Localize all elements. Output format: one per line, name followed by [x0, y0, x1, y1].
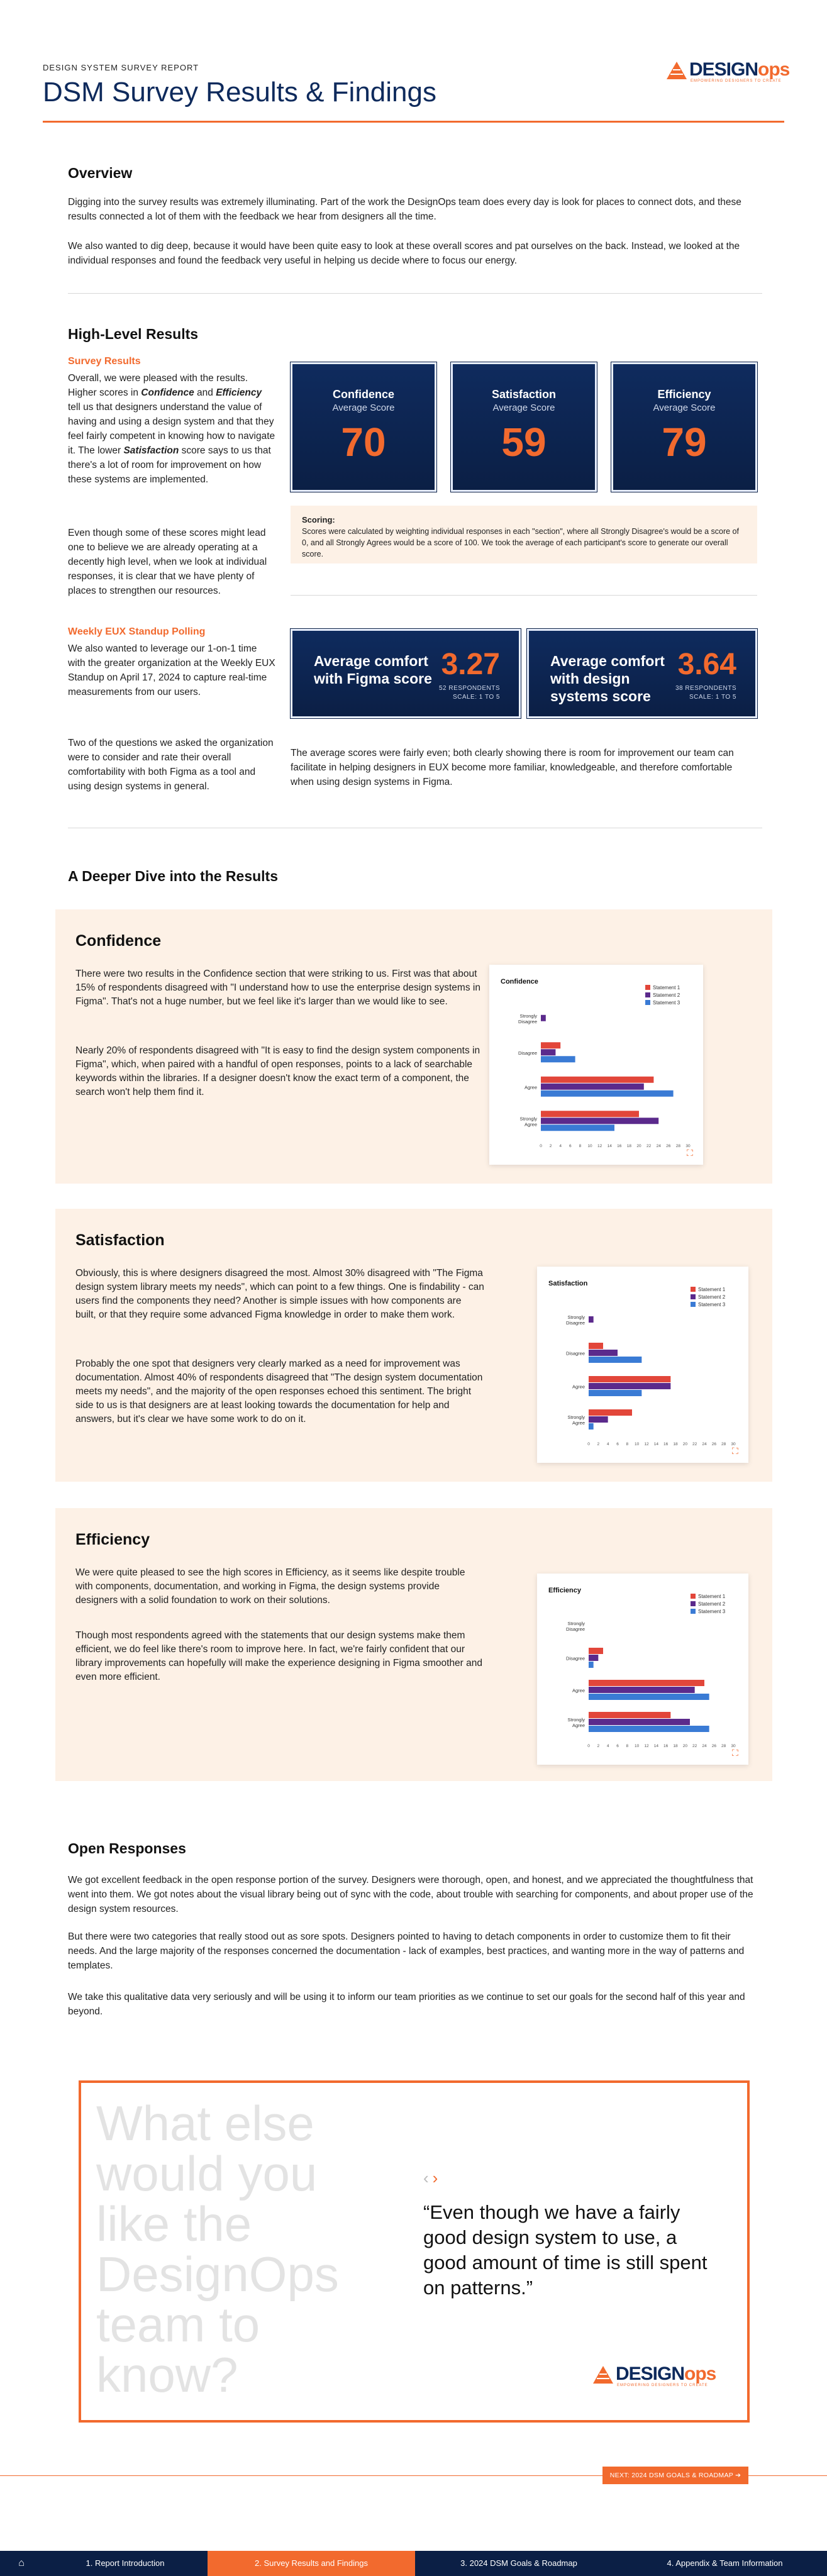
chart-bar [589, 1357, 641, 1363]
chart-bar [541, 1111, 639, 1117]
expand-icon[interactable]: ⛶ [687, 1148, 693, 1158]
legend-label: Statement 1 [698, 1287, 726, 1292]
satisfaction-paragraph-1: Obviously, this is where designers disagreed the most. Almost 30% disagreed with "The Figma design system library meets my needs", which can point to a few things. One is findability - can users find the components they need? Another is simple issues with how components are built, or that they require some advanced Figma knowledge in order to make them work. [75, 1268, 484, 1320]
tick-label: 14 [607, 1144, 612, 1148]
report-eyebrow: DESIGN SYSTEM SURVEY REPORT [43, 63, 199, 72]
legend-swatch [691, 1294, 696, 1299]
tick-label: 18 [673, 1442, 678, 1446]
designops-logo [667, 59, 790, 83]
tick-label: 6 [569, 1144, 572, 1148]
chart-bar [541, 1077, 653, 1083]
category-label: Agree [572, 1420, 585, 1426]
efficiency-paragraph-2: Though most respondents agreed with the statements that our design systems make them efficient, we do feel like there's room to improve here. In fact, we're fairly confident that our library improvements can hopefully will make the experience designing in Figma smoother and even more efficient. [75, 1630, 483, 1682]
confidence-panel-title: Confidence [75, 932, 162, 950]
legend-label: Statement 3 [698, 1302, 726, 1307]
comfort-value: 3.27 [441, 648, 500, 681]
legend-label: Statement 3 [653, 1000, 680, 1006]
legend-swatch [691, 1601, 696, 1606]
legend-label: Statement 1 [653, 985, 680, 991]
chart-bar [589, 1350, 618, 1356]
legend-swatch [691, 1594, 696, 1599]
satisfaction-chart-card [537, 1267, 748, 1463]
chart-bar [589, 1423, 594, 1430]
tick-label: 30 [731, 1744, 736, 1748]
scoring-note-text: Scores were calculated by weighting individual responses in each "section", where all Strongly Disagree's would be a score of 0, and all Strongly Agrees would be a score of 100. We took the average of each participant's score to generate our overall score. [302, 527, 739, 558]
tick-label: 10 [587, 1144, 592, 1148]
eux-polling-paragraph-2: Two of the questions we asked the organization were to consider and rate their overall comfortability with both Figma as a tool and using design systems in general. [68, 738, 274, 792]
legend-swatch [691, 1302, 696, 1307]
header-divider [43, 121, 784, 123]
legend-swatch [645, 985, 650, 990]
tick-label: 30 [731, 1442, 736, 1446]
legend-swatch [645, 992, 650, 997]
efficiency-score-card [611, 362, 757, 492]
chart-bar [589, 1343, 603, 1349]
tick-label: 2 [549, 1144, 552, 1148]
logo-tagline: EMPOWERING DESIGNERS TO CREATE [617, 2384, 708, 2387]
tick-label: 22 [692, 1442, 697, 1446]
feedback-quote-carousel [79, 2080, 750, 2423]
eux-polling-subheading: Weekly EUX Standup Polling [68, 626, 206, 637]
open-responses-paragraph-3: We take this qualitative data very seriously and will be using it to inform our team priorities as we continue to set our goals for the second half of this year and beyond. [68, 1992, 745, 2017]
efficiency-panel [55, 1508, 772, 1781]
chart-bar [589, 1687, 695, 1693]
tick-label: 14 [653, 1442, 658, 1446]
score-card-sublabel: Average Score [653, 402, 716, 413]
tick-label: 20 [682, 1744, 687, 1748]
chart-bar [589, 1694, 709, 1700]
category-label: Strongly [567, 1414, 585, 1420]
chart-title: Satisfaction [548, 1280, 588, 1287]
tick-label: 28 [721, 1442, 726, 1446]
category-label: Strongly [567, 1314, 585, 1320]
open-responses-heading: Open Responses [68, 1840, 186, 1857]
confidence-paragraph-1: There were two results in the Confidence section that were striking to us. First was that about 15% of respondents disagreed with "I understand how to use the enterprise design systems in Figma". That's not a huge number, but we feel like it's larger than we would like to see. [75, 969, 480, 1007]
legend-label: Statement 2 [698, 1601, 726, 1607]
tick-label: 6 [616, 1442, 619, 1446]
tick-label: 18 [673, 1744, 678, 1748]
quote-text: “Even though we have a fairly good design system to use, a good amount of time is still spent on patterns.” [423, 2201, 708, 2299]
eux-polling-paragraph-1: We also wanted to leverage our 1-on-1 time with the greater organization at the Weekly EUX Standup on April 17, 2024 to capture real-time measurements from our users. [68, 643, 275, 697]
tick-label: 26 [711, 1442, 716, 1446]
category-label: Disagree [565, 1655, 585, 1662]
tick-label: 0 [540, 1144, 542, 1148]
satisfaction-bar-chart [537, 1267, 748, 1463]
legend-swatch [691, 1287, 696, 1292]
expand-icon[interactable]: ⛶ [732, 1748, 738, 1758]
open-responses-paragraph-1: We got excellent feedback in the open response portion of the survey. Designers were thorough, open, and honest, and we appreciated the thoughtfulness that went into them. We got notes about the visual library being out of sync with the code, about trouble with searching for components, and about proper use of the design system resources. [68, 1875, 753, 1914]
category-label: Strongly [519, 1116, 537, 1122]
expand-icon[interactable]: ⛶ [732, 1446, 738, 1456]
tick-label: 12 [644, 1744, 649, 1748]
comfort-value: 3.64 [677, 648, 736, 681]
score-card-value: 59 [501, 419, 547, 465]
chart-bar [589, 1648, 603, 1654]
home-icon[interactable]: ⌂ [18, 2558, 25, 2568]
legend-label: Statement 3 [698, 1609, 726, 1614]
chart-bar [589, 1409, 632, 1416]
score-card-label: Efficiency [657, 388, 711, 401]
legend-label: Statement 2 [653, 992, 680, 998]
satisfaction-paragraph-2: Probably the one spot that designers very clearly marked as a need for improvement was documentation. Almost 40% of respondents disagreed that "The design system documentation meets my needs", and the majority of the open responses echoed this sentiment. The bright side to us is that designers are at least looking towards the documentation for help and answers, but it's clear we have some work to do on it. [75, 1358, 483, 1424]
chart-bar [589, 1390, 641, 1396]
score-card-value: 70 [341, 419, 386, 465]
chart-bar [541, 1015, 546, 1021]
category-label: Disagree [518, 1018, 537, 1024]
tick-label: 24 [702, 1744, 707, 1748]
chart-bar [589, 1662, 594, 1668]
tick-label: 4 [606, 1442, 609, 1446]
legend-swatch [645, 1000, 650, 1005]
category-label: Disagree [565, 1626, 585, 1632]
nav-item-goals-roadmap[interactable]: 3. 2024 DSM Goals & Roadmap [460, 2558, 577, 2568]
quote-nav [423, 2168, 438, 2188]
tick-label: 2 [597, 1442, 600, 1446]
tick-label: 22 [692, 1744, 697, 1748]
page-header [0, 0, 827, 123]
tick-label: 18 [626, 1144, 632, 1148]
category-label: Strongly [519, 1013, 537, 1019]
quote-prompt: What else would you like the DesignOps team to know? [96, 2096, 339, 2402]
confidence-paragraph-2: Nearly 20% of respondents disagreed with "It is easy to find the design system components in Figma", which, when paired with a handful of open responses, points to a lack of searchable keywords within the libraries. If a designer doesn't know the exact term of a component, the search won't help them find it. [75, 1045, 480, 1097]
section-divider [68, 293, 762, 294]
tick-label: 16 [663, 1442, 669, 1446]
chart-title: Confidence [501, 978, 538, 985]
footer-nav [0, 2551, 827, 2576]
tick-label: 8 [626, 1442, 629, 1446]
satisfaction-panel-title: Satisfaction [75, 1231, 165, 1249]
confidence-panel [55, 909, 772, 1184]
designops-logo-mark-icon [667, 62, 687, 79]
comfort-scale: SCALE: 1 TO 5 [452, 694, 500, 701]
tick-label: 4 [606, 1744, 609, 1748]
chart-bar [541, 1042, 560, 1048]
chart-bar [541, 1091, 674, 1097]
scoring-note-title: Scoring: [302, 515, 335, 525]
comfort-label: Average comfort with design systems score [550, 653, 665, 704]
high-level-heading: High-Level Results [68, 326, 199, 342]
tick-label: 30 [685, 1144, 691, 1148]
chart-bar [589, 1655, 598, 1661]
legend-label: Statement 1 [698, 1594, 726, 1599]
efficiency-bar-chart [537, 1574, 748, 1765]
tick-label: 12 [644, 1442, 649, 1446]
comfort-respondents: 38 RESPONDENTS [675, 685, 736, 692]
page-title: DSM Survey Results & Findings [43, 77, 436, 108]
chart-bar [589, 1376, 670, 1382]
open-responses-paragraph-2: But there were two categories that really stood out as sore spots. Designers pointed to having to detach components in order to customize them to fit their needs. And the large majority of the responses concerned the documentation - lack of examples, best practices, and wanting more in the way of patterns and templates. [68, 1931, 745, 1971]
comfort-label: Average comfort with Figma score [314, 653, 432, 687]
category-label: Strongly [567, 1717, 585, 1723]
nav-item-appendix[interactable]: 4. Appendix & Team Information [667, 2558, 783, 2568]
chart-bar [541, 1124, 614, 1131]
category-label: Agree [572, 1723, 585, 1728]
tick-label: 16 [663, 1744, 669, 1748]
logo-tagline: EMPOWERING DESIGNERS TO CREATE [691, 79, 782, 83]
category-label: Disagree [565, 1320, 585, 1326]
score-card-label: Confidence [332, 388, 394, 401]
quote-next-button[interactable]: › [432, 2168, 438, 2187]
next-section-button[interactable]: NEXT: 2024 DSM GOALS & ROADMAP ➔ [602, 2467, 748, 2484]
score-card-sublabel: Average Score [492, 402, 555, 413]
score-card-sublabel: Average Score [332, 402, 395, 413]
confidence-bar-chart [489, 965, 703, 1165]
survey-results-paragraph-1: Overall, we were pleased with the results. Higher scores in Confidence and Efficiency tell us that designers understand the value of having and using a design system and that they feel fairly competent in knowing how to navigate it. The lower Satisfaction score says to us that there's a lot of room for improvement on how these systems are implemented. [68, 373, 275, 485]
scoring-note [291, 506, 757, 564]
tick-label: 24 [702, 1442, 707, 1446]
survey-results-subheading: Survey Results [68, 356, 141, 367]
tick-label: 26 [666, 1144, 671, 1148]
survey-results-paragraph-2: Even though some of these scores might lead one to believe we are already operating at a decently high level, when we look at individual responses, it is clear that we have plenty of places to strengthen our resources. [68, 528, 267, 596]
tick-label: 22 [646, 1144, 652, 1148]
logo-wordmark: DESIGNops [616, 2363, 716, 2384]
tick-label: 20 [636, 1144, 641, 1148]
category-label: Disagree [565, 1350, 585, 1357]
chart-bar [589, 1719, 690, 1725]
chart-bar [541, 1084, 644, 1090]
category-label: Agree [524, 1121, 537, 1128]
tick-label: 10 [635, 1744, 640, 1748]
category-label: Disagree [518, 1050, 537, 1056]
chart-bar [589, 1383, 670, 1389]
chart-bar [589, 1726, 709, 1732]
nav-item-survey-results[interactable]: 2. Survey Results and Findings [208, 2551, 415, 2576]
nav-item-report-introduction[interactable]: 1. Report Introduction [86, 2558, 165, 2568]
confidence-chart-card [489, 965, 703, 1165]
tick-label: 28 [721, 1744, 726, 1748]
comfort-respondents: 52 RESPONDENTS [438, 685, 500, 692]
chart-bar [589, 1316, 594, 1323]
tick-label: 24 [656, 1144, 661, 1148]
overview-heading: Overview [68, 165, 133, 181]
confidence-score-card [291, 362, 436, 492]
chart-bar [589, 1416, 608, 1423]
score-card-label: Satisfaction [491, 388, 557, 401]
category-label: Agree [572, 1687, 585, 1694]
tick-label: 16 [617, 1144, 622, 1148]
designops-logo [593, 2363, 719, 2389]
tick-label: 20 [682, 1442, 687, 1446]
deeper-dive-heading: A Deeper Dive into the Results [68, 868, 279, 884]
tick-label: 10 [635, 1442, 640, 1446]
chart-bar [589, 1680, 704, 1686]
designops-logo-mark-icon [593, 2366, 613, 2384]
overview-paragraph-1: Digging into the survey results was extremely illuminating. Part of the work the DesignOps team does every day is look for places to connect dots, and these results connected a lot of them with the feedback we hear from designers all the time. [68, 197, 741, 222]
efficiency-paragraph-1: We were quite pleased to see the high scores in Efficiency, as it seems like despite trouble with components, documentation, and working in Figma, the design systems provide designers with a solid foundation to work on their solutions. [75, 1567, 465, 1606]
design-systems-comfort-card [527, 629, 757, 718]
tick-label: 14 [653, 1744, 658, 1748]
tick-label: 12 [597, 1144, 602, 1148]
efficiency-panel-title: Efficiency [75, 1531, 150, 1548]
tick-label: 4 [559, 1144, 562, 1148]
quote-prev-button[interactable]: ‹ [423, 2168, 429, 2187]
tick-label: 0 [587, 1442, 590, 1446]
tick-label: 8 [626, 1744, 629, 1748]
tick-label: 2 [597, 1744, 600, 1748]
satisfaction-score-card [451, 362, 597, 492]
comfort-summary-paragraph: The average scores were fairly even; both clearly showing there is room for improvement our team can facilitate in helping designers in EUX become more familiar, knowledgeable, and therefore comfortable when using design systems in Figma. [291, 748, 734, 787]
chart-bar [541, 1049, 555, 1055]
comfort-scale: SCALE: 1 TO 5 [689, 694, 736, 701]
chart-title: Efficiency [548, 1587, 581, 1594]
tick-label: 8 [579, 1144, 582, 1148]
overview-paragraph-2: We also wanted to dig deep, because it would have been quite easy to look at these overall scores and pat ourselves on the back. Instead, we looked at the individual responses and found the feedback very useful in helping us decide where to focus our energy. [68, 241, 740, 266]
category-label: Agree [572, 1384, 585, 1390]
tick-label: 6 [616, 1744, 619, 1748]
tick-label: 26 [711, 1744, 716, 1748]
satisfaction-panel [55, 1209, 772, 1482]
score-card-value: 79 [662, 419, 707, 465]
category-label: Strongly [567, 1621, 585, 1626]
legend-swatch [691, 1609, 696, 1614]
chart-bar [589, 1712, 670, 1718]
chart-bar [541, 1118, 658, 1124]
category-label: Agree [524, 1084, 537, 1091]
tick-label: 28 [675, 1144, 681, 1148]
logo-wordmark: DESIGNops [689, 59, 790, 80]
chart-bar [541, 1056, 575, 1062]
tick-label: 0 [587, 1744, 590, 1748]
figma-comfort-card [291, 629, 521, 718]
efficiency-chart-card [537, 1574, 748, 1765]
legend-label: Statement 2 [698, 1294, 726, 1300]
section-divider [291, 595, 757, 596]
